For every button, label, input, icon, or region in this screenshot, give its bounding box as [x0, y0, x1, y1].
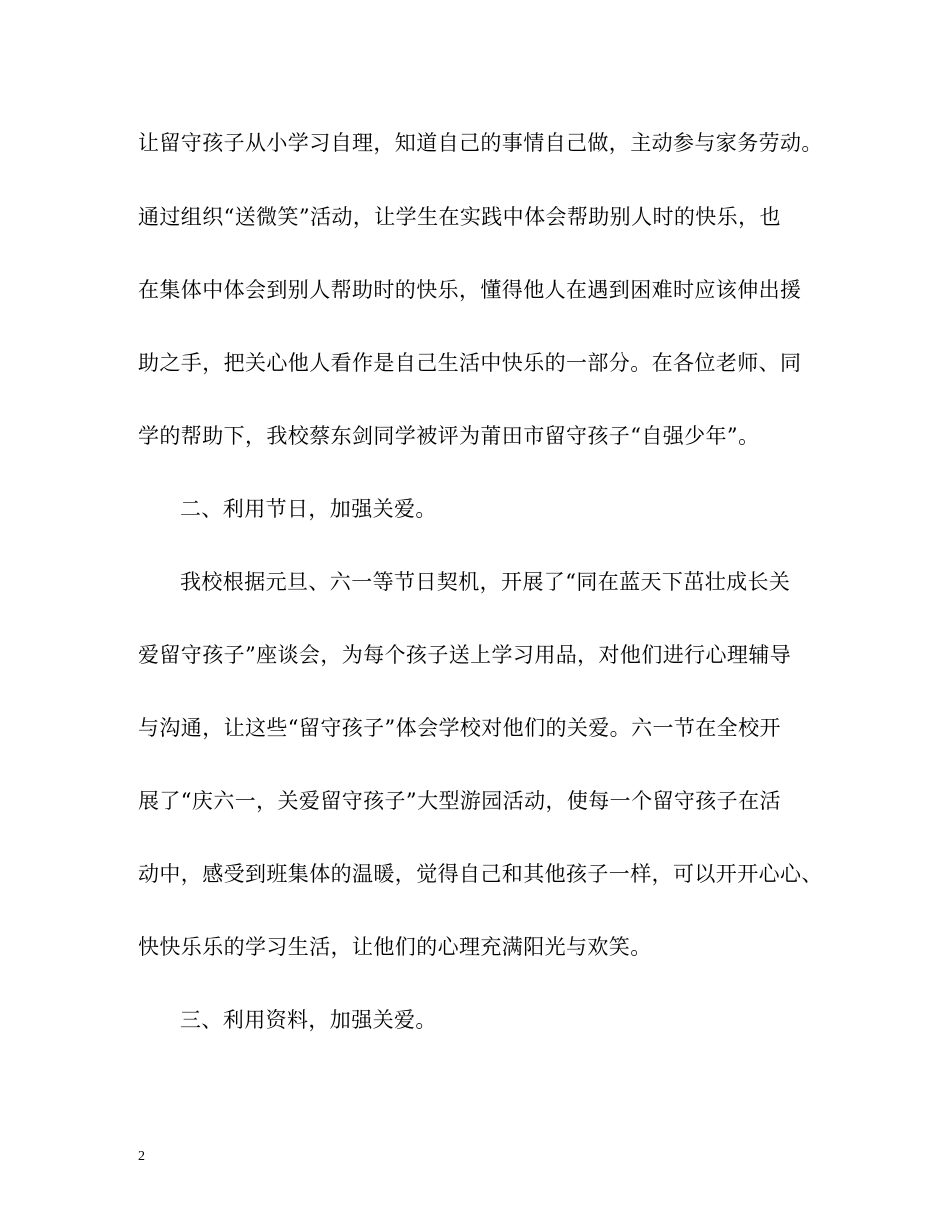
body-text-line: 与沟通，让这些“留守孩子”体会学校对他们的关爱。六一节在全校开: [138, 716, 781, 740]
body-text-line: 让留守孩子从小学习自理，知道自己的事情自己做，主动参与家务劳动。: [138, 131, 823, 155]
page-number: 2: [138, 1149, 145, 1164]
body-text-line: 展了“庆六一，关爱留守孩子”大型游园活动，使每一个留守孩子在活: [138, 789, 781, 813]
body-text-line: 通过组织“送微笑”活动，让学生在实践中体会帮助别人时的快乐，也: [138, 205, 781, 229]
body-text-line: 助之手，把关心他人看作是自己生活中快乐的一部分。在各位老师、同: [138, 351, 802, 375]
body-text-line: 在集体中体会到别人帮助时的快乐，懂得他人在遇到困难时应该伸出援: [138, 278, 802, 302]
body-text-line: 快快乐乐的学习生活，让他们的心理充满阳光与欢笑。: [138, 935, 652, 959]
body-text-line: 我校根据元旦、六一等节日契机，开展了“同在蓝天下茁壮成长关: [180, 570, 791, 594]
body-text-line: 学的帮助下，我校蔡东剑同学被评为莆田市留守孩子“自强少年”。: [138, 424, 760, 448]
body-text-line: 爱留守孩子”座谈会，为每个孩子送上学习用品，对他们进行心理辅导: [138, 643, 792, 667]
section-heading: 二、利用节日，加强关爱。: [180, 497, 437, 521]
body-text-line: 动中，感受到班集体的温暖，觉得自己和其他孩子一样，可以开开心心、: [138, 862, 823, 886]
section-heading: 三、利用资料，加强关爱。: [180, 1008, 437, 1032]
